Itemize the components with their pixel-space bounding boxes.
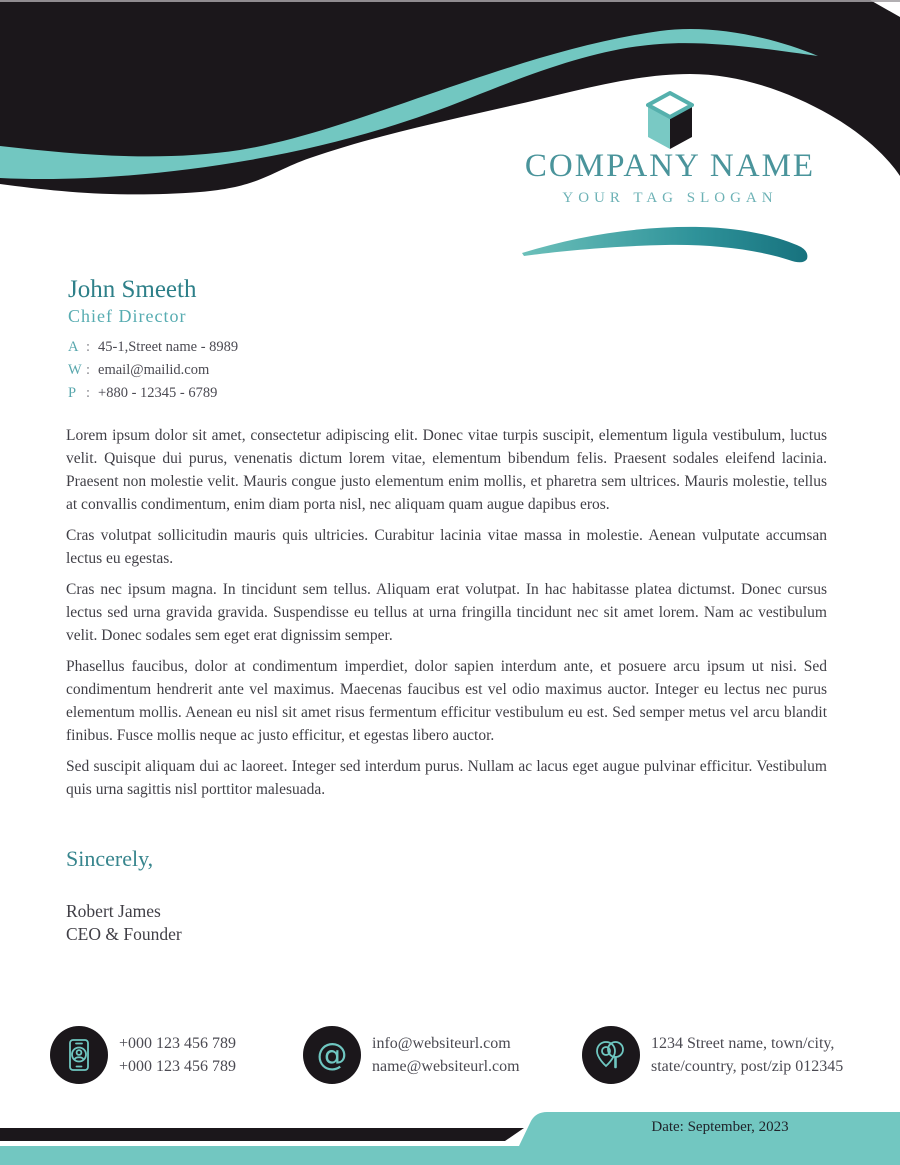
footer-email-contact bbox=[303, 1026, 520, 1084]
company-tag-slogan: YOUR TAG SLOGAN bbox=[562, 190, 778, 206]
phone-icon bbox=[59, 1035, 99, 1075]
location-icon-circle bbox=[582, 1026, 640, 1084]
signer-name: Robert James bbox=[66, 901, 161, 921]
footer-black-bar bbox=[0, 1128, 524, 1141]
letter-paragraph: Cras nec ipsum magna. In tincidunt sem tellus. Aliquam erat volutpat. In hac habitasse platea dictumst. Donec cursus lectus sed urna gravida gravida. Suspendisse eu tellus at urna fringilla tincidunt nec sit amet lorem. Nam ac vestibulum velit. Donec sodales sem eget erat dignissim semper. bbox=[66, 581, 827, 644]
letter-paragraph: Cras volutpat sollicitudin mauris quis ultricies. Curabitur lacinia vitae massa in molestie. Aenean vulputate accumsan lectus eu egestas. bbox=[66, 527, 827, 567]
footer-address-line: state/country, post/zip 012345 bbox=[651, 1058, 844, 1075]
recipient-title: Chief Director bbox=[68, 306, 187, 326]
logo-underline-arc bbox=[505, 215, 825, 267]
date-label: Date: September, 2023 bbox=[651, 1119, 789, 1135]
letter-paragraph: Phasellus faucibus, dolor at condimentum imperdiet, dolor sapien interdum ante, et posuere arcu ipsum ut nisi. Sed condimentum hendrerit ante vel maximus. Maecenas faucibus est vel odio maximus auctor. Integer eu lectus nec purus elementum mollis. Aenean eu nisl sit amet risus fermentum efficitur vestibulum eu est. Sed semper metus vel arcu blandit finibus. Fusce mollis neque ac justo efficitur, et egestas libero auctor. bbox=[66, 658, 827, 744]
footer-phone-line: +000 123 456 789 bbox=[119, 1035, 237, 1052]
recipient-block bbox=[68, 276, 238, 405]
recipient-email-row: W : email@mailid.com bbox=[68, 359, 238, 382]
signer-title: CEO & Founder bbox=[66, 924, 182, 944]
phone-icon-circle bbox=[50, 1026, 108, 1084]
address-label: A bbox=[68, 339, 79, 355]
footer-phone-contact bbox=[50, 1026, 236, 1084]
footer-email-line: info@websiteurl.com bbox=[372, 1035, 511, 1052]
company-logo bbox=[646, 91, 694, 151]
letter-body bbox=[66, 424, 827, 809]
closing-block bbox=[66, 846, 182, 946]
closing-salutation: Sincerely, bbox=[66, 846, 154, 871]
letter-paragraph: Sed suscipit aliquam dui ac laoreet. Integer sed interdum purus. Nullam ac lacus eget augue pulvinar efficitur. Vestibulum quis urna sagittis nisl porttitor malesuada. bbox=[66, 758, 827, 798]
footer-address-line: 1234 Street name, town/city, bbox=[651, 1035, 835, 1052]
phone-label: P bbox=[68, 385, 77, 401]
recipient-contact-rows bbox=[68, 336, 238, 405]
address-value: 45-1,Street name - 8989 bbox=[98, 339, 239, 355]
footer-email-line: name@websiteurl.com bbox=[372, 1058, 520, 1075]
location-search-icon bbox=[591, 1035, 631, 1075]
footer-phone-line: +000 123 456 789 bbox=[119, 1058, 237, 1075]
email-value: email@mailid.com bbox=[98, 362, 210, 378]
recipient-address-row: A : 45-1,Street name - 8989 bbox=[68, 336, 238, 359]
email-at-icon: @ bbox=[316, 1036, 348, 1073]
email-label: W bbox=[68, 362, 82, 378]
email-icon-circle bbox=[303, 1026, 361, 1084]
footer-address-contact bbox=[582, 1026, 843, 1084]
recipient-phone-row: P : +880 - 12345 - 6789 bbox=[68, 382, 238, 405]
cube-3d-icon bbox=[646, 91, 694, 151]
letter-paragraph: Lorem ipsum dolor sit amet, consectetur adipiscing elit. Donec vitae turpis suscipit, elementum ligula vestibulum, luctus velit. Quisque dui purus, venenatis dictum lorem vitae, elementum bibendum felis. Praesent sodales eleifend lacinia. Praesent non molestie velit. Mauris congue justo elementum enim mollis, et pharetra sem ultrices. Mauris molestie, tellus at convallis condimentum, enim diam porta nisl, nec aliquam quam augue dapibus eros. bbox=[66, 427, 827, 513]
phone-value: +880 - 12345 - 6789 bbox=[98, 385, 218, 401]
company-name: COMPANY NAME bbox=[524, 148, 816, 184]
recipient-name: John Smeeth bbox=[68, 276, 197, 303]
